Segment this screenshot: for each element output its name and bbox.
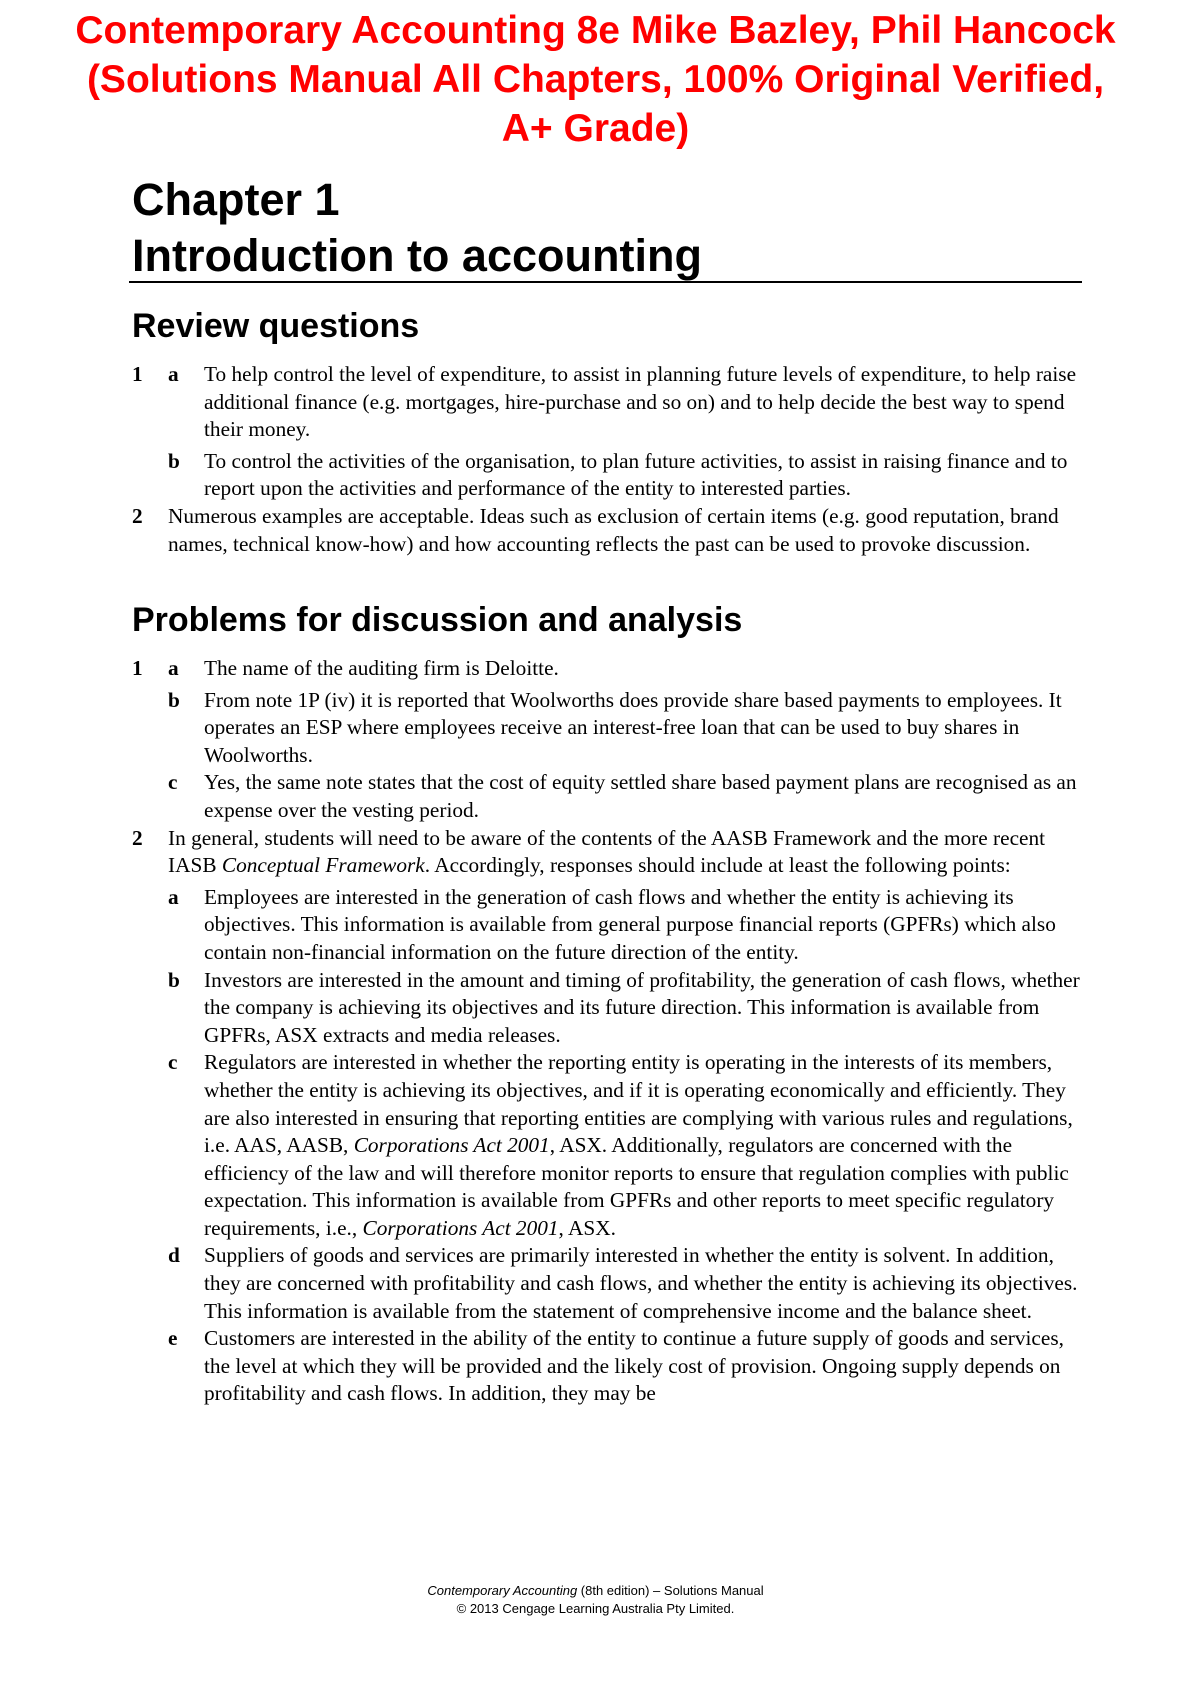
answer-text: , ASX. <box>558 1215 616 1240</box>
answer-part <box>132 769 1082 824</box>
banner-line-2: (Solutions Manual All Chapters, 100% Original Verified, <box>86 58 1105 101</box>
review-questions-list <box>132 361 1082 558</box>
answer-text: From note 1P (iv) it is reported that Woolworths does provide share based payments to employees. It operates an ESP where employees receive an interest-free loan that can be used to buy shares in Woolworths. <box>204 687 1062 767</box>
framework-title: Conceptual Framework <box>221 853 425 878</box>
review-question-1 <box>132 361 1082 503</box>
answer-text: The name of the auditing firm is Deloitte. <box>204 656 559 680</box>
answer-text: Investors are interested in the amount and timing of profitability, the generation of cash flows, whether the company is achieving its objectives and its future direction. This information is available from GPFRs, ASX extracts and media releases. <box>204 967 1080 1047</box>
document-banner <box>40 6 1151 153</box>
answer-text: Customers are interested in the ability of the entity to continue a future supply of goods and services, the level at which they will be provided and the likely cost of provision. Ongoing supply depends on profitability and cash flows. In addition, they may be <box>204 1326 1064 1406</box>
intro-text: In general, students will need to be aware of the contents of the AASB Framework and the more recent IASB <box>168 825 1046 878</box>
part-letter: c <box>168 770 178 795</box>
part-letter: b <box>168 687 180 712</box>
answer-text: , ASX. Additionally, regulators are concerned with the efficiency of the law and will therefore monitor reports to ensure that regulation complies with public expectation. This information is available from GPFRs and other reports to meet specific regulatory requirements, i.e., <box>204 1133 1069 1240</box>
chapter-divider <box>129 281 1082 283</box>
banner-line-3: A+ Grade) <box>501 107 690 150</box>
review-questions-heading: Review questions <box>132 307 420 345</box>
chapter-heading <box>132 172 1082 284</box>
part-letter: a <box>168 656 179 680</box>
answer-text: Regulators are interested in whether the reporting entity is operating in the interests of its members, whether the entity is achieving its objectives, and if it is operating economically and efficiently. They are also interested in ensuring that reporting entities are complying with various rules and regulations, i.e. AAS, AASB, <box>204 1050 1073 1158</box>
problem-1 <box>132 655 1082 825</box>
answer-part <box>132 1049 1082 1242</box>
answer-part <box>132 448 1082 503</box>
part-letter: d <box>168 1243 180 1268</box>
answer-text: To control the activities of the organisation, to plan future activities, to assist in raising finance and to report upon the activities and performance of the entity to interested parties. <box>204 448 1068 501</box>
question-number: 2 <box>132 503 143 528</box>
intro-text-end: . Accordingly, responses should include at least the following points: <box>424 853 1011 878</box>
problem-2-intro <box>132 825 1082 880</box>
chapter-number: Chapter 1 <box>132 174 340 225</box>
chapter-title: Introduction to accounting <box>132 230 702 281</box>
act-title: Corporations Act 2001 <box>362 1215 559 1240</box>
answer-text: Yes, the same note states that the cost of equity settled share based payment plans are recognised as an expense over the vesting period. <box>204 770 1077 822</box>
footer-line-1 <box>0 1582 1191 1600</box>
answer-part <box>132 361 1082 444</box>
problem-2 <box>132 825 1082 1408</box>
question-number: 2 <box>132 825 143 850</box>
answer-text: Employees are interested in the generation of cash flows and whether the entity is achieving its objectives. This information is available from general purpose financial reports (GPFRs) which also contain non-financial information on the future direction of the entity. <box>204 884 1056 964</box>
answer-part <box>132 655 1082 683</box>
part-letter: c <box>168 1050 178 1075</box>
answer-part <box>132 1325 1082 1408</box>
part-letter: a <box>168 362 179 386</box>
question-number: 1 <box>132 362 143 386</box>
problems-heading: Problems for discussion and analysis <box>132 601 743 639</box>
answer-text: Numerous examples are acceptable. Ideas such as exclusion of certain items (e.g. good reputation, brand names, technical know-how) and how accounting reflects the past can be used to provoke discussion. <box>168 503 1059 556</box>
part-letter: b <box>168 448 180 473</box>
answer-part <box>132 884 1082 967</box>
act-title: Corporations Act 2001 <box>353 1133 550 1158</box>
part-letter: b <box>168 967 180 992</box>
answer-part <box>132 1242 1082 1325</box>
question-number: 1 <box>132 656 143 680</box>
footer-book-title: Contemporary Accounting <box>427 1583 578 1598</box>
page-footer <box>0 1582 1191 1618</box>
part-letter: a <box>168 884 179 909</box>
review-question-2 <box>132 503 1082 558</box>
footer-edition: (8th edition) – Solutions Manual <box>577 1583 764 1598</box>
answer-part <box>132 687 1082 770</box>
part-letter: e <box>168 1326 178 1351</box>
footer-copyright: © 2013 Cengage Learning Australia Pty Limited. <box>456 1601 735 1616</box>
banner-line-1: Contemporary Accounting 8e Mike Bazley, Phil Hancock <box>75 9 1116 52</box>
answer-text: Suppliers of goods and services are primarily interested in whether the entity is solvent. In addition, they are concerned with profitability and cash flows, and whether the entity is achieving its objectives. This information is available from the statement of comprehensive income and the balance sheet. <box>204 1243 1078 1323</box>
answer-text: To help control the level of expenditure, to assist in planning future levels of expenditure, to help raise additional finance (e.g. mortgages, hire-purchase and so on) and to help decide the best way to spend their money. <box>204 362 1077 442</box>
problems-list <box>132 655 1082 1408</box>
answer-part <box>132 967 1082 1050</box>
